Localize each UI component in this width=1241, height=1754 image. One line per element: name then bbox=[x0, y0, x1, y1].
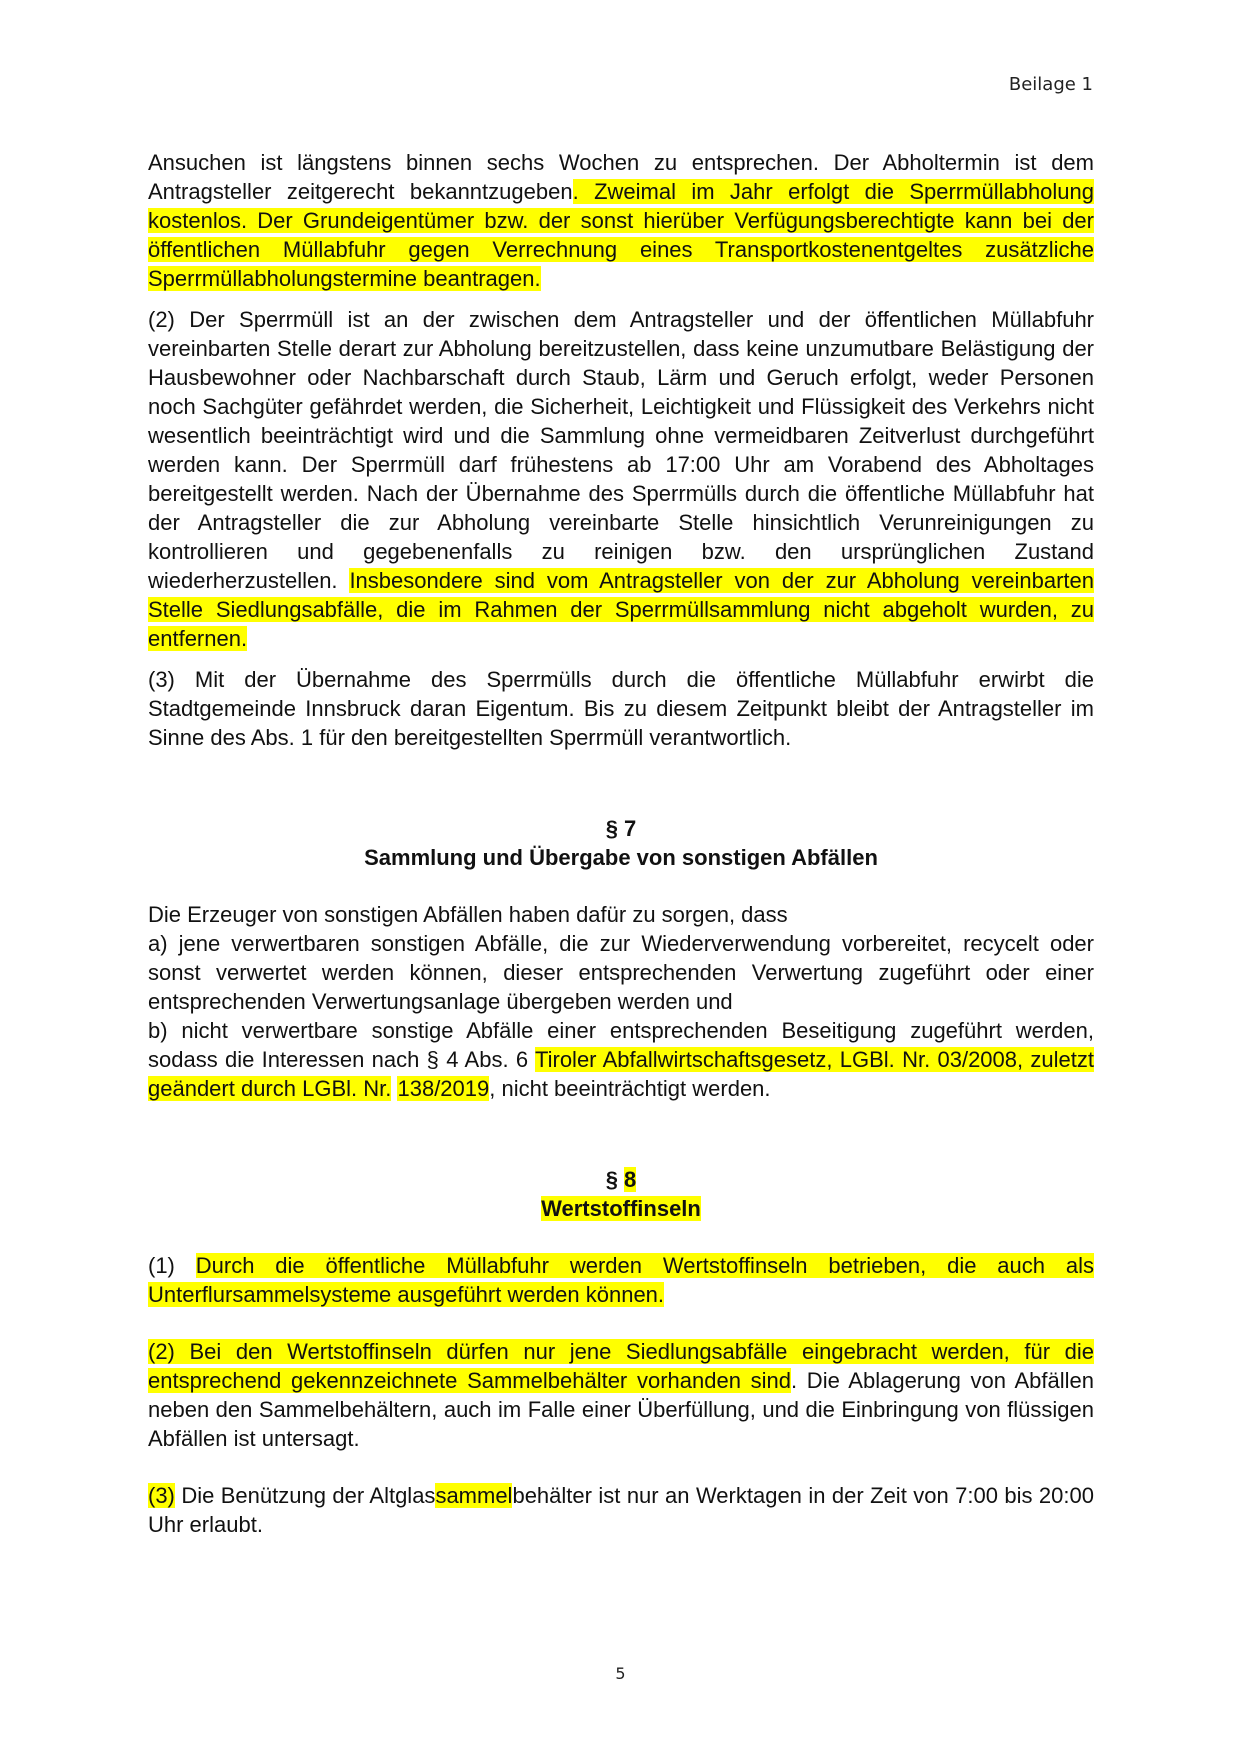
highlighted-text: (2) Bei den Wertstoffinseln dürfen nur jene Siedlungsabfälle eingebracht werden, für die entsprechend gekennzeichnete Sammelbehälter vorhanden sind bbox=[148, 1339, 1094, 1393]
highlighted-text: Insbesondere sind vom Antragsteller von der zur Abholung vereinbarten Stelle Siedlungsabfälle, die im Rahmen der Sperrmüllsammlung nicht abgeholt wurden, zu entfernen. bbox=[148, 568, 1094, 651]
section7-item-a: a) jene verwertbaren sonstigen Abfälle, die zur Wiederverwendung vorbereitet, recycelt oder sonst verwertet werden können, dieser entsprechenden Verwertung zugeführt oder einer entsprechenden Verwertungsanlage übergeben werden und bbox=[148, 931, 1094, 1014]
text-run: (2) Der Sperrmüll ist an der zwischen dem Antragsteller und der öffentlichen Müllabfuhr vereinbarten Stelle derart zur Abholung bereitzustellen, dass keine unzumutbare Belästigung der Hausbewohner oder Nachbarschaft durch Staub, Lärm und Geruch erfolgt, weder Personen noch Sachgüter gefährdet werden, die Sicherheit, Leichtigkeit und Flüssigkeit des Verkehrs nicht wesentlich beeinträchtigt wird und die Sammlung ohne vermeidbaren Zeitverlust durchgeführt werden kann. Der Sperrmüll darf frühestens ab 17:00 Uhr am Vorabend des Abholtages bereitgestellt werden. Nach der Übernahme des Sperrmülls durch die öffentliche Müllabfuhr hat der Antragsteller die zur Abholung vereinbarte Stelle hinsichtlich Verunreinigungen zu kontrollieren und gegebenenfalls zu reinigen bzw. den ursprünglichen Zustand wiederherzustellen. bbox=[148, 307, 1094, 593]
section8-paragraph-1 bbox=[148, 1251, 1094, 1309]
section7-item-b bbox=[148, 1016, 1094, 1103]
highlighted-text: . Zweimal im Jahr erfolgt die Sperrmüllabholung kostenlos. Der Grundeigentümer bzw. der sonst hierüber Verfügungsberechtigte kann bei der öffentlichen Müllabfuhr gegen Verrechnung eines Transportkostenentgeltes zusätzliche Sperrmüllabholungstermine beantragen. bbox=[148, 179, 1095, 291]
highlighted-text: Durch die öffentliche Müllabfuhr werden Wertstoffinseln betrieben, die auch als Unterflursammelsysteme ausgeführt werden können. bbox=[148, 1253, 1094, 1307]
section8-number bbox=[148, 1165, 1094, 1194]
text-run: Die Benützung der Altglas bbox=[174, 1483, 436, 1508]
text-run: (1) bbox=[148, 1253, 196, 1278]
text-run: b) nicht verwertbare sonstige Abfälle einer entsprechenden Beseitigung zugeführt werden, sodass die Interessen nach § 4 Abs. 6 bbox=[148, 1018, 1094, 1072]
document-body bbox=[148, 148, 1094, 1539]
text-run: . Die Ablagerung von Abfällen neben den Sammelbehältern, auch im Falle einer Überfüllung, und die Einbringung von flüssigen Abfällen ist untersagt. bbox=[148, 1368, 1094, 1451]
highlighted-text: (3) bbox=[148, 1483, 175, 1508]
section8-paragraph-3 bbox=[148, 1481, 1094, 1539]
section-sign: § bbox=[605, 1167, 625, 1192]
section7-title: Sammlung und Übergabe von sonstigen Abfällen bbox=[364, 845, 878, 870]
section6-continuation bbox=[148, 148, 1094, 293]
text-run: behälter ist nur an Werktagen in der Zeit von 7:00 bis 20:00 Uhr erlaubt. bbox=[148, 1483, 1094, 1537]
highlighted-text: sammel bbox=[435, 1483, 513, 1508]
section8-paragraph-2 bbox=[148, 1337, 1094, 1453]
section7-intro: Die Erzeuger von sonstigen Abfällen haben dafür zu sorgen, dass bbox=[148, 902, 788, 927]
page-number: 5 bbox=[615, 1664, 626, 1683]
highlighted-text: Wertstoffinseln bbox=[541, 1196, 701, 1221]
section6-paragraph-3: (3) Mit der Übernahme des Sperrmülls durch die öffentliche Müllabfuhr erwirbt die Stadtgemeinde Innsbruck daran Eigentum. Bis zu diesem Zeitpunkt bleibt der Antragsteller im Sinne des Abs. 1 für den bereitgestellten Sperrmüll verantwortlich. bbox=[148, 667, 1094, 750]
text-run: Ansuchen ist längstens binnen sechs Wochen zu entsprechen. Der Abholtermin ist dem Antragsteller zeitgerecht bekanntzugeben bbox=[148, 150, 1094, 204]
section6-paragraph-2 bbox=[148, 305, 1094, 653]
section7-number: § 7 bbox=[605, 816, 637, 841]
highlighted-text: 8 bbox=[624, 1167, 637, 1192]
attachment-label: Beilage 1 bbox=[1008, 74, 1093, 95]
text-run: , nicht beeinträchtigt werden. bbox=[489, 1076, 771, 1101]
highlighted-text: Tiroler Abfallwirtschaftsgesetz, LGBl. Nr. 03/2008, zuletzt geändert durch LGBl. Nr. bbox=[148, 1047, 1094, 1101]
highlighted-text: 138/2019 bbox=[397, 1076, 490, 1101]
section8-title bbox=[148, 1194, 1094, 1223]
